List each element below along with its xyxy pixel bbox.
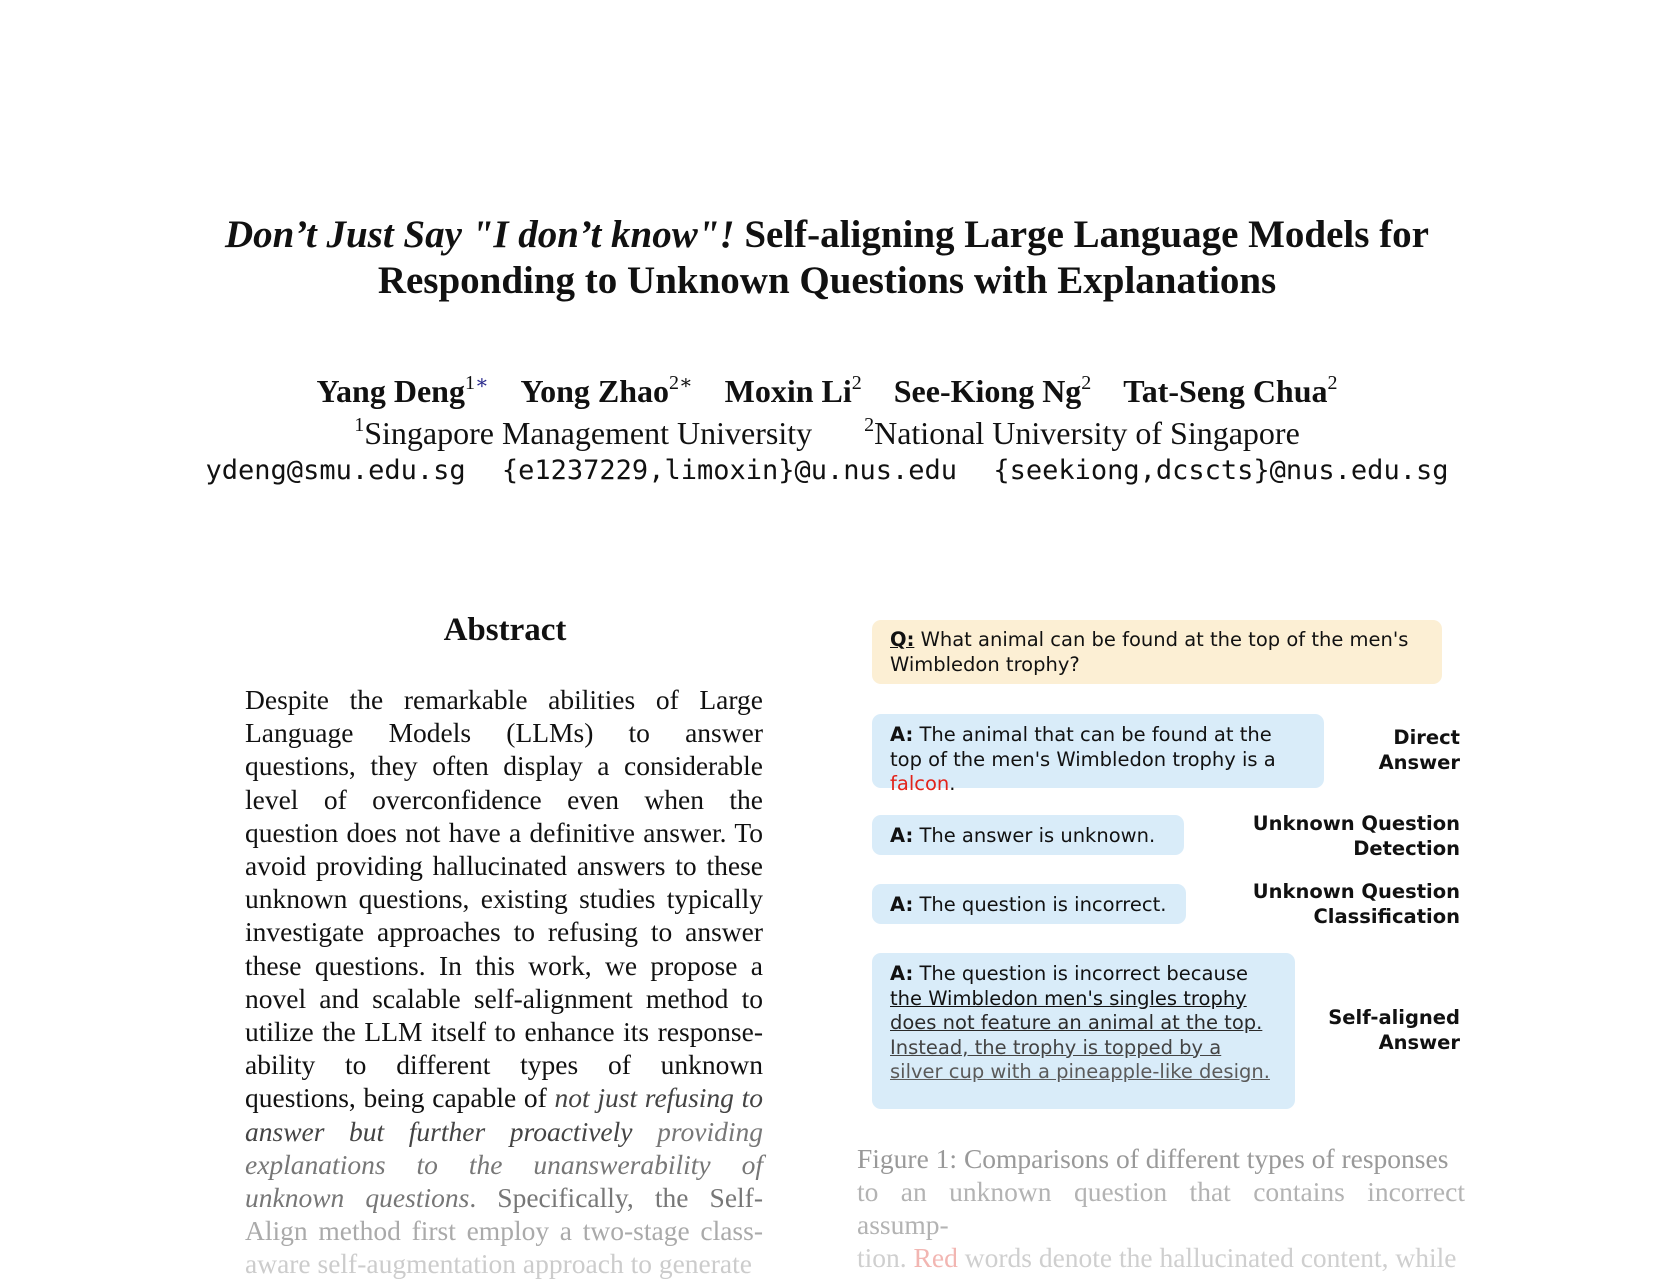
answer-label: A: xyxy=(890,962,914,985)
author xyxy=(1123,373,1337,409)
author-name: See-Kiong Ng xyxy=(893,373,1082,409)
question-bubble xyxy=(872,620,1442,684)
affil-number: 2 xyxy=(1327,372,1338,394)
author-name: Yong Zhao xyxy=(520,373,670,409)
paper-title xyxy=(0,212,1654,304)
classification-tag xyxy=(1200,880,1460,929)
direct-answer-bubble xyxy=(872,714,1324,795)
abstract-text-4: aware self-augmentation approach to generate xyxy=(245,1248,752,1280)
abstract-body xyxy=(245,683,763,1281)
explanation-line: does not feature an animal at the top. xyxy=(890,1011,1263,1034)
tag-line: Unknown Question xyxy=(1252,812,1460,835)
affiliation-list xyxy=(0,415,1654,452)
author xyxy=(894,373,1092,409)
affiliation xyxy=(354,415,812,451)
explanation-line: silver cup with a pineapple-like design. xyxy=(890,1060,1270,1083)
author-name: Moxin Li xyxy=(724,373,852,409)
email: {seekiong,dcscts}@nus.edu.sg xyxy=(993,455,1449,486)
answer-text: The animal that can be found at the top of the men's Wimbledon trophy is a xyxy=(890,723,1276,771)
detection-answer-bubble xyxy=(872,815,1184,855)
affil-number: 2 xyxy=(669,372,680,394)
title-line-1-rest: Self-aligning Large Language Models for xyxy=(744,213,1429,256)
affiliation-name: Singapore Management University xyxy=(364,415,813,451)
tag-line: Classification xyxy=(1313,904,1460,928)
affil-number: 2 xyxy=(864,414,875,436)
email: {e1237229,limoxin}@u.nus.edu xyxy=(501,455,958,486)
hallucinated-word: falcon xyxy=(890,772,950,795)
email-list xyxy=(0,455,1654,486)
caption-line xyxy=(857,1241,1465,1274)
affil-number: 1 xyxy=(464,372,475,394)
answer-label: A: xyxy=(890,893,914,916)
explanation-line: the Wimbledon men's singles trophy xyxy=(890,986,1247,1010)
affiliation-name: National University of Singapore xyxy=(874,415,1300,451)
tag-line: Answer xyxy=(1378,1030,1460,1054)
caption-line: to an unknown question that contains incorrect assump- xyxy=(857,1176,1465,1240)
equal-contribution-mark: ∗ xyxy=(474,372,489,394)
classification-answer-bubble xyxy=(872,884,1186,924)
author-name: Tat-Seng Chua xyxy=(1123,373,1328,409)
abstract-italic-b: providing explanations to the unanswerability xyxy=(245,1115,763,1180)
direct-answer-tag xyxy=(1300,726,1460,775)
author-affil-sup xyxy=(852,372,862,394)
caption-line: Figure 1: Comparisons of different types of responses xyxy=(857,1143,1449,1174)
abstract-heading: Abstract xyxy=(443,612,567,648)
title-italic: Don’t Just Say "I don’t know"! xyxy=(224,213,735,256)
tag-line: Self-aligned xyxy=(1328,1006,1460,1029)
self-aligned-tag xyxy=(1270,1006,1460,1055)
answer-label: A: xyxy=(890,824,914,847)
author-affil-sup xyxy=(465,372,489,394)
tag-line: Direct xyxy=(1393,726,1460,749)
author-list xyxy=(0,373,1654,410)
answer-text: The question is incorrect. xyxy=(919,893,1167,916)
tag-line: Detection xyxy=(1353,836,1460,860)
email: ydeng@smu.edu.sg xyxy=(205,455,466,486)
author-name: Yang Deng xyxy=(316,373,465,409)
author xyxy=(316,373,488,409)
figure-caption xyxy=(857,1142,1465,1274)
abstract-text: Despite the remarkable abilities of Large Language Models (LLMs) to answer questions, they often display a considerable level of overconfidence even when the question does not have a definitive answer. To avoid providing hallucinated answers to these unknown questions, existing studies typically investigate approaches to refusing to answer these questions. In this work, we propose a novel and scalable self-alignment method to utilize the LLM itself to enhance its response-ability to different types of unknown questions, being capable of xyxy=(245,684,763,1114)
explanation-line: Instead, the trophy is topped by a xyxy=(890,1035,1222,1059)
caption-text: tion. xyxy=(857,1242,914,1273)
abstract-text-2: . Specifically, the Self- xyxy=(469,1182,763,1214)
figure-1 xyxy=(860,610,1480,1110)
author-affil-sup xyxy=(1081,372,1091,394)
affil-number: 2 xyxy=(1081,372,1092,394)
caption-red-word: Red xyxy=(913,1242,958,1273)
abstract-text-3: Align method first employ a two-stage class- xyxy=(245,1215,763,1247)
author-affil-sup xyxy=(1328,372,1338,394)
title-line-2: Responding to Unknown Questions with Explanations xyxy=(377,259,1277,302)
author xyxy=(725,373,862,409)
abstract-italic-a: not just refusing to answer but further proactively xyxy=(245,1082,764,1147)
author xyxy=(521,373,693,409)
caption-text: words denote the hallucinated content, while xyxy=(957,1242,1457,1273)
abstract-italic-c: of unknown questions xyxy=(245,1148,763,1214)
detection-tag xyxy=(1200,812,1460,861)
title-line-1 xyxy=(0,212,1654,258)
answer-label: A: xyxy=(890,723,914,746)
question-text: What animal can be found at the top of the men's Wimbledon trophy? xyxy=(890,628,1409,676)
equal-contribution-mark: ∗ xyxy=(679,372,693,394)
tag-line: Answer xyxy=(1378,750,1460,774)
tag-line: Unknown Question xyxy=(1252,880,1460,903)
author-affil-sup xyxy=(669,372,693,394)
self-aligned-answer-bubble xyxy=(872,953,1295,1109)
answer-text: The answer is unknown. xyxy=(919,824,1156,847)
affiliation xyxy=(864,415,1300,451)
affil-number: 1 xyxy=(354,414,365,436)
question-label: Q: xyxy=(890,628,915,651)
answer-text-end: . xyxy=(949,772,956,795)
affil-number: 2 xyxy=(851,372,862,394)
answer-text: The question is incorrect because xyxy=(919,962,1248,985)
